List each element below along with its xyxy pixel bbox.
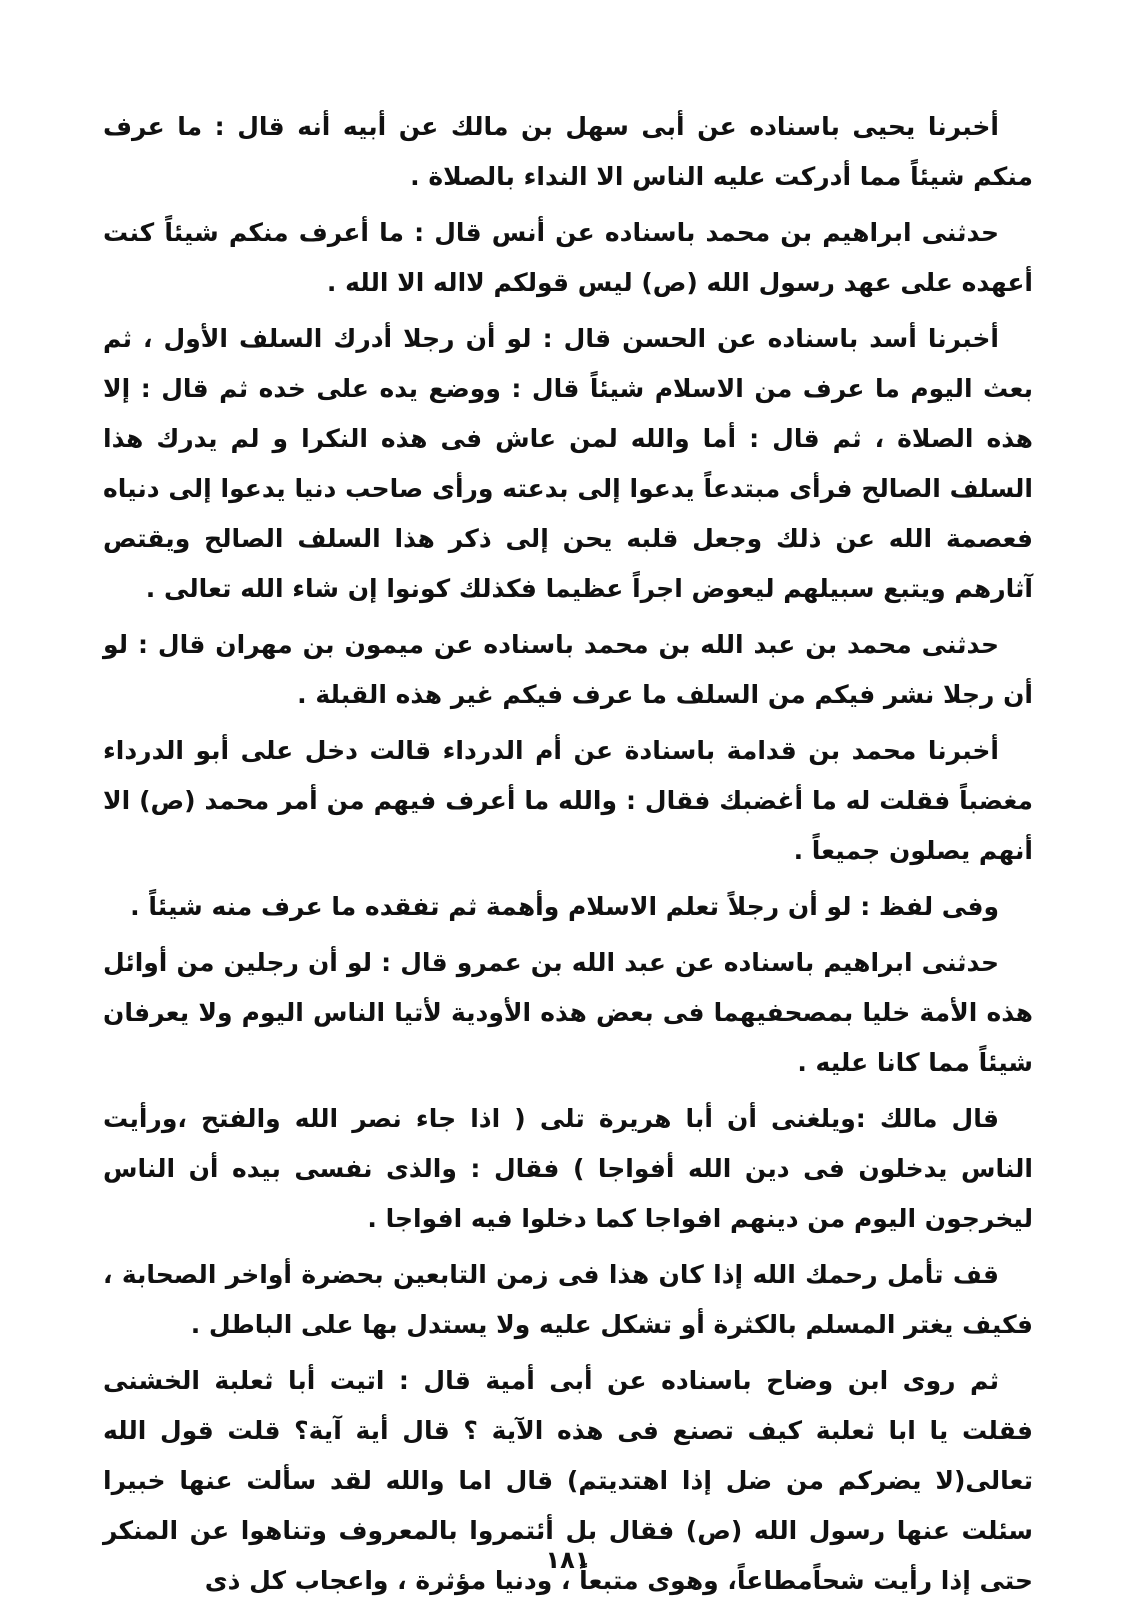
paragraph-3: أخبرنا أسد باسناده عن الحسن قال : لو أن رجلا أدرك السلف الأول ، ثم بعث اليوم ما عرف من الاسلام شيئاً قال : ووضع يده على خده ثم قال : إلا هذه الصلاة ، ثم قال : أما والله لمن عاش فى هذه النكرا و لم يدرك هذا السلف الصالح فرأى مبتدعاً يدعوا إلى بدعته ورأى صاحب دنيا يدعوا إلى دنياه فعصمة الله عن ذلك وجعل قلبه يحن إلى ذكر هذا السلف الصالح ويقتص آثارهم ويتبع سبيلهم ليعوض اجراً عظيما فكذلك كونوا إن شاء الله تعالى . xyxy=(103,324,1033,603)
paragraph-8-rest: فقال : والذى نفسى بيده أن الناس ليخرجون اليوم من دينهم افواجا كما دخلوا فيه افواجا . xyxy=(103,1154,1033,1233)
paragraph-10-intro: ثم روى ابن وضاح باسناده عن أبى أمية قال : اتيت أبا ثعلبة الخشنى فقلت يا ابا ثعلبة كيف تصنع فى هذه الآية ؟ قال أية آية؟ قلت قول الله تعالى xyxy=(103,1366,1033,1495)
paragraph-8-intro: قال مالك :ويلغنى أن أبا هريرة تلى xyxy=(525,1104,999,1133)
quran-quote-nasr: ( اذا جاء نصر الله والفتح ،ورأيت الناس يدخلون فى دين الله أفواجا ) xyxy=(103,1104,1033,1183)
paragraph-4: حدثنى محمد بن عبد الله بن محمد باسناده عن ميمون بن مهران قال : لو أن رجلا نشر فيكم من السلف ما عرف فيكم غير هذه القبلة . xyxy=(103,630,1033,709)
page-number: ١٨١ xyxy=(545,1546,590,1574)
paragraph-5: أخبرنا محمد بن قدامة باسنادة عن أم الدرداء قالت دخل على أبو الدرداء مغضباً فقلت له ما أغضبك فقال : والله ما أعرف فيهم من أمر محمد (ص) الا أنهم يصلون جميعاً . xyxy=(103,736,1033,865)
paragraph-7: حدثنى ابراهيم باسناده عن عبد الله بن عمرو قال : لو أن رجلين من أوائل هذه الأمة خليا بمصحفيهما فى بعض هذه الأودية لأتيا الناس اليوم ولا يعرفان شيئاً مما كانا عليه . xyxy=(103,948,1033,1077)
quran-quote-maidah: (لا يضركم من ضل إذا اهتديتم) xyxy=(566,1466,966,1495)
page-body-text xyxy=(103,102,1033,1612)
paragraph-1: أخبرنا يحيى باسناده عن أبى سهل بن مالك عن أبيه أنه قال : ما عرف منكم شيئاً مما أدركت عليه الناس الا النداء بالصلاة . xyxy=(103,112,1033,191)
paragraph-10-rest: قال اما والله لقد سألت عنها خبيرا سئلت عنها رسول الله (ص) فقال بل أئتمروا بالمعروف وتناهوا عن المنكر حتى إذا رأيت شحاًمطاعاً، وهوى متبعاً ، ودنيا مؤثرة ، واعجاب كل ذى xyxy=(103,1466,1033,1595)
paragraph-6: وفى لفظ : لو أن رجلاً تعلم الاسلام وأهمة ثم تفقده ما عرف منه شيئاً . xyxy=(130,892,999,921)
paragraph-9: قف تأمل رحمك الله إذا كان هذا فى زمن التابعين بحضرة أواخر الصحابة ، فكيف يغتر المسلم بالكثرة أو تشكل عليه ولا يستدل بها على الباطل . xyxy=(103,1260,1033,1339)
paragraph-2: حدثنى ابراهيم بن محمد باسناده عن أنس قال : ما أعرف منكم شيئاً كنت أعهده على عهد رسول الله (ص) ليس قولكم لااله الا الله . xyxy=(103,218,1033,297)
paragraph-8 xyxy=(103,1094,1033,1244)
